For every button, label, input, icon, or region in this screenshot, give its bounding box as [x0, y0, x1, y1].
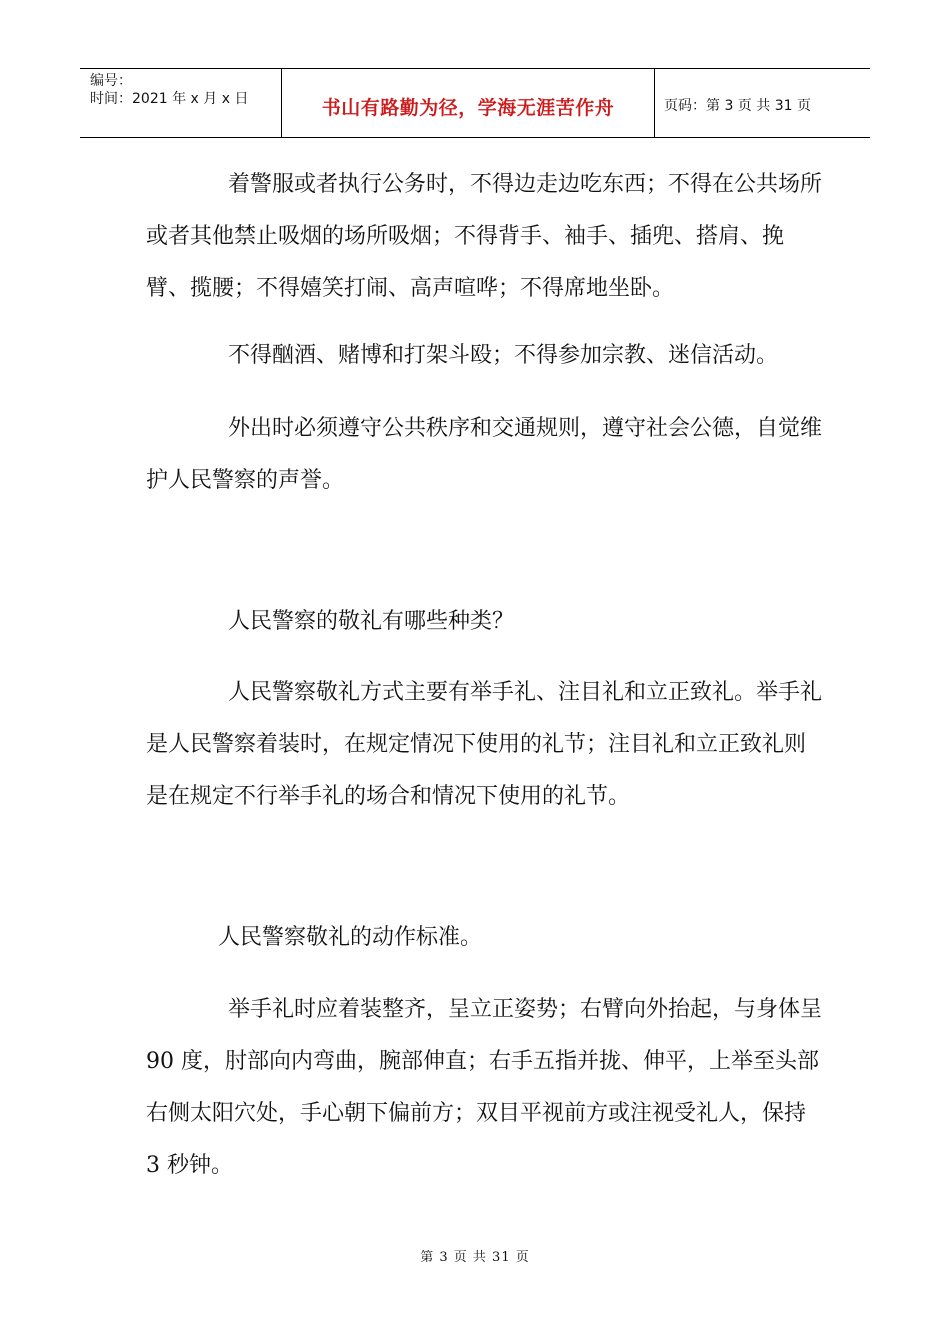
motto-text: 书山有路勤为径，学海无涯苦作舟 [321, 97, 615, 119]
heading-salute-standard [146, 912, 826, 964]
header-page-cell [655, 69, 870, 137]
page-footer: 第 3 页 共 31 页 [420, 1250, 530, 1265]
paragraph-text: 人民警察敬礼的动作标准。 [218, 925, 483, 950]
paragraph-text: 举手礼时应着装整齐，呈立正姿势；右臂向外抬起，与身体呈 90 度，肘部向内弯曲，腕部伸直；右手五指并拢、伸平，上举至头部右侧太阳穴处，手心朝下偏前方；双目平视前方或注视受礼人，保持 3 秒钟。 [146, 997, 823, 1178]
header-motto-cell [281, 69, 655, 137]
question-salute-types [146, 596, 826, 648]
header-info-cell [80, 69, 280, 137]
paragraph-salute-standard [146, 984, 826, 1192]
paragraph-text: 人民警察敬礼方式主要有举手礼、注目礼和立正致礼。举手礼是人民警察着装时，在规定情况下使用的礼节；注目礼和立正致礼则是在规定不行举手礼的场合和情况下使用的礼节。 [146, 680, 823, 809]
date-line: 时间：2021 年 x 月 x 日 [90, 91, 249, 107]
paragraph-text: 不得酗酒、赌博和打架斗殴；不得参加宗教、迷信活动。 [228, 343, 779, 368]
paragraph-prohibitions [146, 330, 826, 382]
paragraph-conduct [146, 159, 826, 315]
paragraph-text: 外出时必须遵守公共秩序和交通规则，遵守社会公德，自觉维护人民警察的声誉。 [146, 416, 823, 493]
page-code: 页码：第 3 页 共 31 页 [664, 98, 811, 114]
paragraph-salute-types [146, 667, 826, 823]
document-header [80, 68, 870, 138]
paragraph-text: 着警服或者执行公务时，不得边走边吃东西；不得在公共场所或者其他禁止吸烟的场所吸烟；不得背手、袖手、插兜、搭肩、挽臂、揽腰；不得嬉笑打闹、高声喧哗；不得席地坐卧。 [146, 172, 823, 301]
paragraph-public-order [146, 403, 826, 507]
paragraph-text: 人民警察的敬礼有哪些种类？ [228, 609, 515, 634]
number-label: 编号： [90, 73, 132, 89]
